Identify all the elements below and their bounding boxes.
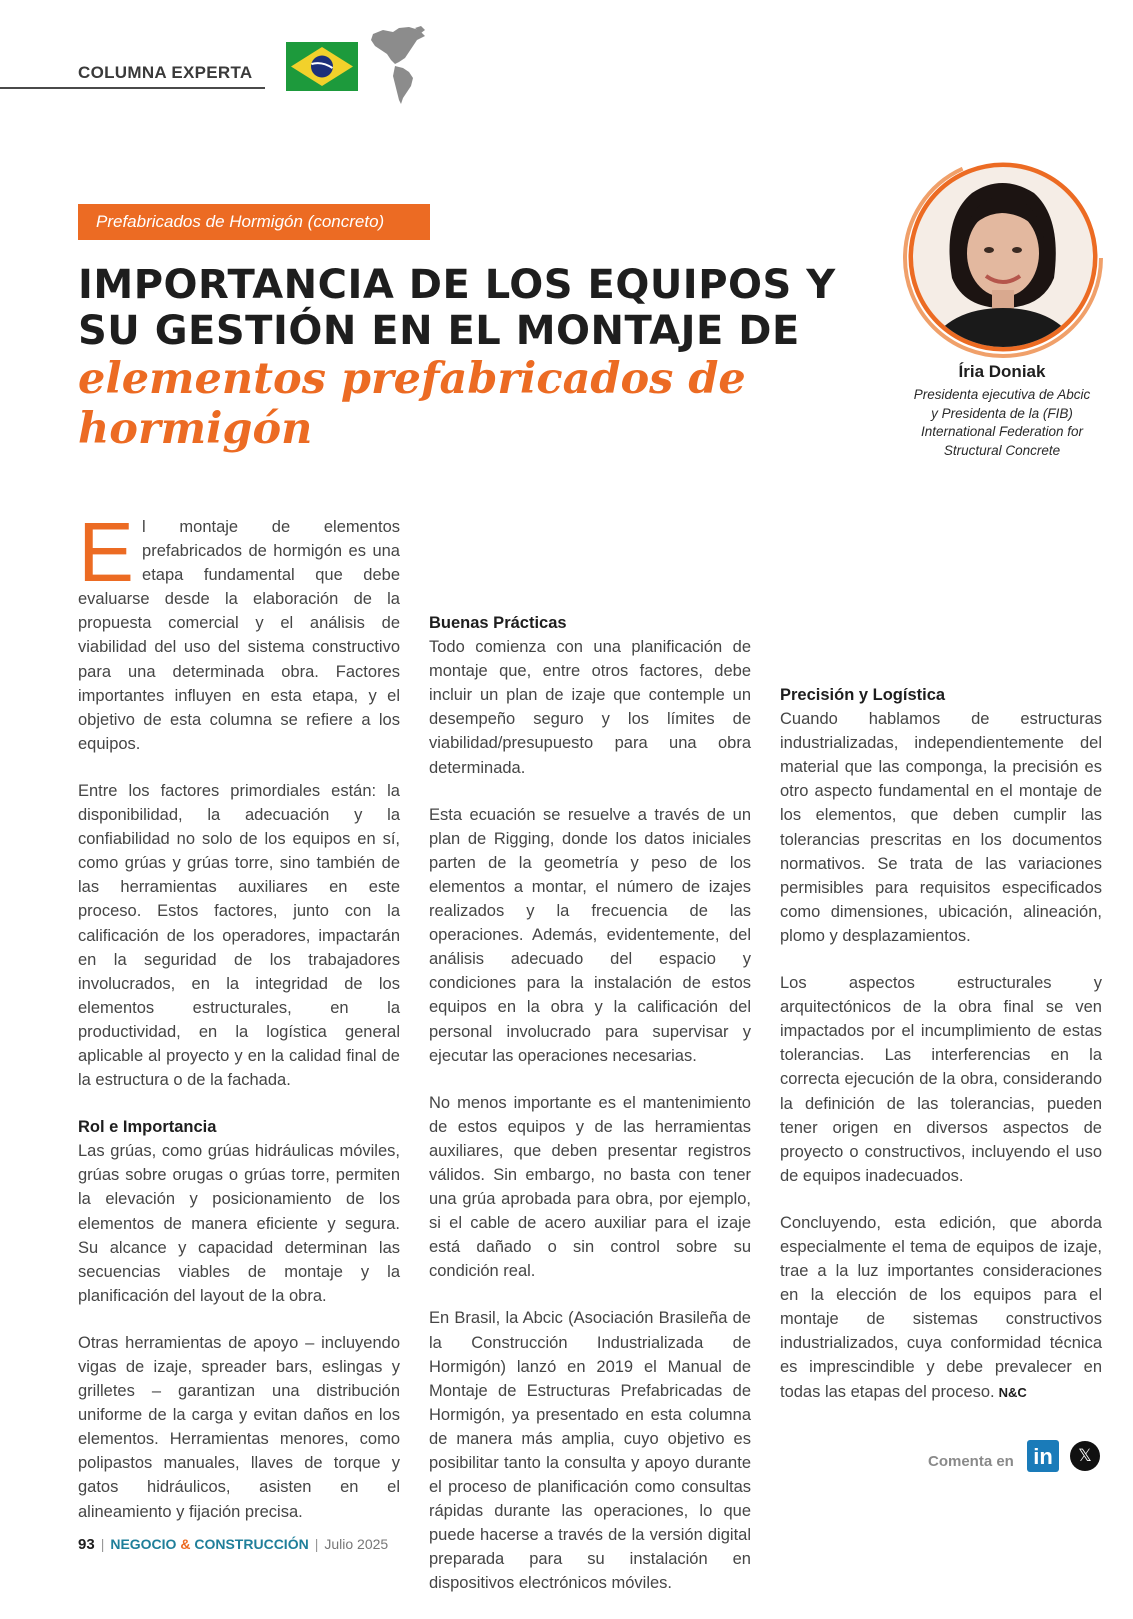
header-divider — [0, 87, 265, 89]
page-footer — [78, 1535, 388, 1554]
paragraph — [780, 1211, 1102, 1405]
author-title-line: Structural Concrete — [943, 442, 1061, 458]
paragraph: Entre los factores primordiales están: la disponibilidad, la adecuación y la confiabilidad no solo de los equipos en sí, como grúas y grúas torre, sino también de las herramientas auxiliares en este proceso. Estos factores, junto con la calificación de los operadores, impactarán en la seguridad de los trabajadores involucrados, en la integridad de los elementos estructurales, en la productividad, en la logística general aplicable al proyecto y en la calidad final de la estructura o de la fachada. — [78, 781, 400, 1090]
paragraph: En Brasil, la Abcic (Asociación Brasileña de la Construcción Industrializada de Hormigón) lanzó en 2019 el Manual de Montaje de Estructuras Prefabricadas de Hormigón, ya presentado en esta columna de manera más amplia, cuyo objetivo es posibilitar tanto la consulta y apoyo durante el proceso de planificación como consultas rápidas durante las operaciones, lo que puede hacerse a través de la versión digital preparada para su instalación en dispositivos electrónicos móviles. — [429, 1309, 751, 1593]
paragraph: Otras herramientas de apoyo – incluyendo vigas de izaje, spreader bars, eslingas y grilletes – garantizan una distribución uniforme de la carga y evitan daños en los elementos. Herramientas menores, como polipastos manuales, llaves de torque y gatos hidráulicos, asisten en el alineamiento y fijación precisa. — [78, 1333, 400, 1521]
category-badge: Prefabricados de Hormigón (concreto) — [78, 204, 430, 240]
footer-separator: | — [100, 1536, 105, 1552]
author-title-line: y Presidenta de la (FIB) — [931, 405, 1073, 421]
publication-name-part2: CONSTRUCCIÓN — [194, 1536, 309, 1552]
body-column-1 — [78, 505, 400, 1547]
comment-label: Comenta en — [928, 1453, 1014, 1470]
subheading-buenas-practicas: Buenas Prácticas — [429, 614, 567, 632]
paragraph: Esta ecuación se resuelve a través de un plan de Rigging, donde los datos iniciales parten de la geometría y peso de los elementos a montar, el número de izajes realizados y la frecuencia de las operaciones. Además, evidentemente, del análisis adecuado del espacio y condiciones para la instalación de estos equipos en la obra y la calificación del personal involucrado para supervisar y ejecutar las operaciones necesarias. — [429, 805, 751, 1065]
x-twitter-icon[interactable]: 𝕏 — [1070, 1441, 1100, 1471]
author-name: Íria Doniak — [958, 362, 1046, 381]
issue-date: Julio 2025 — [324, 1536, 389, 1552]
drop-cap: E — [78, 505, 135, 599]
paragraph: Todo comienza con una planificación de montaje que, entre otros factores, debe incluir un plan de izaje que contemple un desempeño seguro y los límites de viabilidad/presupuesto para una obra determinada. — [429, 638, 751, 777]
subheading-precision: Precisión y Logística — [780, 686, 946, 704]
paragraph: Los aspectos estructurales y arquitectónicos de la obra final se ven impactados por el incumplimiento de estas tolerancias. Las interferencias en la correcta ejecución de la obra, considerando la definición de las tolerancias, pueden tener origen en diversos aspectos de proyecto o constructivos, incluyendo el uso de equipos inadecuados. — [780, 974, 1102, 1185]
body-column-3 — [780, 683, 1102, 1428]
title-line-3: elementos prefabricados de hormigón — [78, 354, 746, 454]
publication-ampersand: & — [180, 1536, 191, 1552]
linkedin-icon[interactable]: in — [1027, 1440, 1059, 1472]
publication-name-part1: NEGOCIO — [110, 1536, 177, 1552]
paragraph-text: Concluyendo, esta edición, que aborda especialmente el tema de equipos de izaje, trae a la luz importantes consideraciones en la elección de los equipos para el montaje de sistemas constructivos industrializados, cuya conformidad técnica es imprescindible y debe prevalecer en todas las etapas del proceso. — [780, 1213, 1102, 1401]
author-affiliation — [900, 386, 1104, 460]
author-title-line: Presidenta ejecutiva de Abcic — [913, 387, 1091, 402]
page-number: 93 — [78, 1536, 95, 1553]
section-label: COLUMNA EXPERTA — [78, 63, 253, 82]
paragraph: No menos importante es el mantenimiento de estos equipos y de las herramientas auxiliares, que deben presentar registros válidos. Sin embargo, no basta con tener una grúa aprobada para obra, por ejemplo, si el cable de acero auxiliar para el izaje está dañado o sin control sobre su condición real. — [429, 1093, 751, 1281]
body-column-2 — [429, 539, 751, 1619]
title-line-2: SU GESTIÓN EN EL MONTAJE DE — [78, 308, 800, 354]
subheading-rol: Rol e Importancia — [78, 1118, 217, 1137]
brazil-flag-icon — [286, 42, 358, 91]
author-title-line: International Federation for — [920, 424, 1084, 439]
paragraph: Cuando hablamos de estructuras industrializadas, independientemente del material que las componga, la precisión es otro aspecto fundamental en el montaje de los elementos, que deben cumplir las tolerancias prescritas en los documentos normativos. Se trata de las variaciones permisibles para requisitos especificados como dimensiones, ubicación, alineación, plomo y desplazamientos. — [780, 710, 1102, 945]
article-title — [78, 262, 878, 454]
title-line-1: IMPORTANCIA DE LOS EQUIPOS Y — [78, 262, 836, 308]
signoff-mark: N&C — [998, 1384, 1027, 1400]
paragraph: Las grúas, como grúas hidráulicas móviles, grúas sobre orugas o grúas torre, permiten la elevación y posicionamiento de los elementos de manera eficiente y segura. Su alcance y capacidad determinan las secuencias viables de montaje y la planificación del layout de la obra. — [78, 1142, 400, 1305]
footer-separator: | — [314, 1536, 319, 1552]
americas-globe-icon — [365, 24, 429, 106]
paragraph-text: l montaje de elementos prefabricados de hormigón es una etapa fundamental que debe evaluarse desde la elaboración de la propuesta comercial y el análisis de viabilidad del uso del sistema constructivo para una determinada obra. Factores importantes influyen en esta etapa, y el objetivo de esta columna se refiere a los equipos. — [78, 518, 400, 753]
author-portrait — [902, 158, 1104, 358]
paragraph — [78, 505, 400, 756]
